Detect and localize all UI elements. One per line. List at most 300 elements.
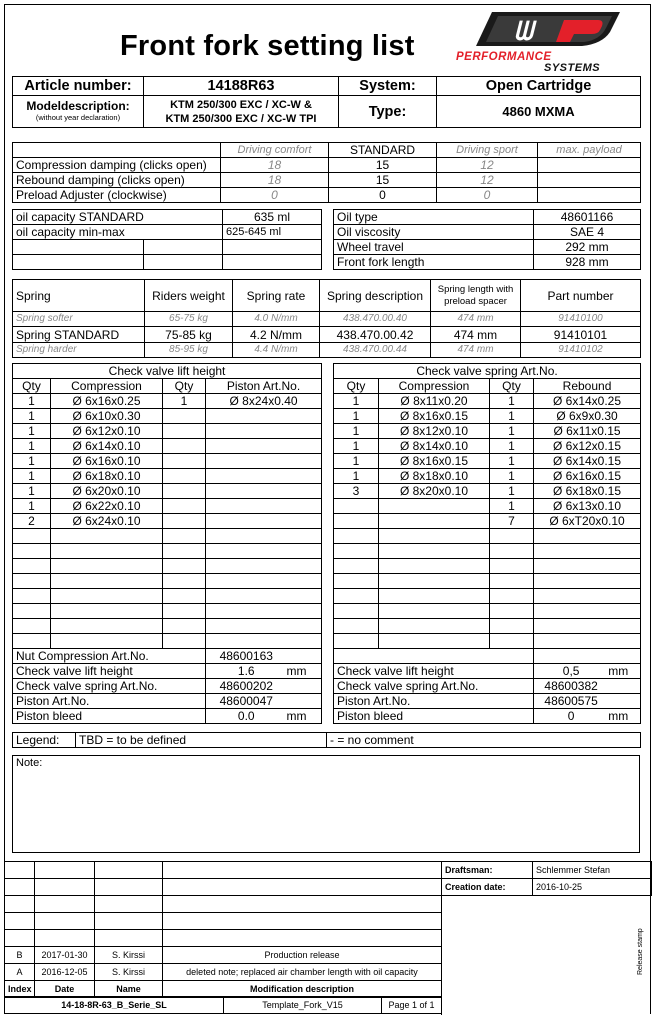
model-line-1: KTM 250/300 EXC / XC-W & [170,98,312,111]
cell: 474 mm [431,343,521,358]
oil-viscosity-value: SAE 4 [534,225,641,240]
value: 48600047 [219,694,273,708]
valve-cell: 1 [490,454,534,469]
valve-footer-row [334,649,641,664]
value: 0 [567,709,575,723]
valve-cell [379,619,490,634]
table-cell [35,930,95,947]
valve-cell [163,529,206,544]
svg-text:SYSTEMS: SYSTEMS [544,62,601,72]
valve-row [334,514,641,529]
valve-cell [334,589,379,604]
valve-cell [163,514,206,529]
draftsman-table [441,861,652,896]
valve-col-header: Compression [51,379,163,394]
valve-cell [206,589,322,604]
valve-cell: 1 [490,409,534,424]
valve-cell: Ø 6x16x0.10 [51,454,163,469]
legend-label: Legend: [13,733,76,748]
valve-footer-row [334,709,641,724]
rev-date: 2017-01-30 [35,947,95,964]
release-stamp-label: Release stamp [637,928,644,975]
revision-row-b [5,947,442,964]
cell: 4.4 N/mm [233,343,320,358]
model-sublabel: (without year declaration) [35,112,121,122]
valve-cell: 1 [13,424,51,439]
spring-description-header: Spring description [320,280,431,312]
valve-cell [490,574,534,589]
valve-cell [163,439,206,454]
valve-cell: Ø 6x14x0.25 [534,394,641,409]
valve-cell [379,589,490,604]
valve-cell [13,619,51,634]
valve-cell [490,619,534,634]
valve-footer-value [206,709,322,724]
valve-cell: 1 [13,469,51,484]
valve-cell [379,574,490,589]
valve-cell [206,529,322,544]
valve-cell [206,544,322,559]
valve-row [13,619,322,634]
wheel-travel-label: Wheel travel [334,240,534,255]
revision-row-a [5,964,442,981]
cell [538,188,641,203]
valve-cell [163,454,206,469]
valve-col-header: Qty [13,379,51,394]
valve-cell [51,559,163,574]
valve-cell [13,529,51,544]
valve-cell: Ø 8x12x0.10 [379,424,490,439]
rev-desc: Production release [163,947,442,964]
valve-cell [206,574,322,589]
valve-footer-label: Check valve spring Art.No. [13,679,206,694]
valve-footer-value [206,649,322,664]
valve-col-header: Qty [163,379,206,394]
valve-cell [163,469,206,484]
valve-cell: 1 [13,484,51,499]
valve-cell [334,544,379,559]
valve-footer-label: Piston bleed [13,709,206,724]
valve-cell: Ø 6x12x0.15 [534,439,641,454]
valve-row [13,529,322,544]
value: 48600202 [219,679,273,693]
valve-cell [379,514,490,529]
oil-viscosity-label: Oil viscosity [334,225,534,240]
valve-cell: 1 [334,454,379,469]
valve-cell [163,544,206,559]
rev-name: S. Kirssi [95,964,163,981]
valve-row [334,634,641,649]
note-label: Note: [16,757,43,769]
table-cell [95,913,163,930]
valve-footer-label [334,649,534,664]
draftsman-label: Draftsman: [442,862,533,879]
valve-cell [334,619,379,634]
valve-footer-row [13,679,322,694]
system-value: Open Cartridge [437,77,641,96]
valve-cell [534,529,641,544]
valve-cell: 1 [13,409,51,424]
table-cell [35,862,95,879]
valve-cell: Ø 6xT20x0.10 [534,514,641,529]
table-cell [95,896,163,913]
valve-row [13,634,322,649]
valve-cell [206,604,322,619]
col-standard: STANDARD [329,143,437,158]
valve-cell [13,559,51,574]
oil-minmax-value: 625-645 ml [223,225,322,240]
col-driving-comfort: Driving comfort [221,143,329,158]
valve-cell: Ø 8x11x0.20 [379,394,490,409]
valve-row [13,499,322,514]
valve-footer-row [13,694,322,709]
cell: Spring softer [13,312,145,327]
valve-cell [534,604,641,619]
valve-row [334,454,641,469]
valve-row [13,484,322,499]
oil-capacity-value: 635 ml [223,210,322,225]
valve-footer-label: Nut Compression Art.No. [13,649,206,664]
valve-row [334,499,641,514]
valve-footer-value [534,679,641,694]
valve-cell: 1 [334,439,379,454]
valve-row [334,574,641,589]
valve-cell: Ø 8x20x0.10 [379,484,490,499]
valve-cell: 1 [334,424,379,439]
spring-table [12,279,641,358]
valve-row [334,529,641,544]
valve-footer-row [334,664,641,679]
valve-cell [206,634,322,649]
cell: Spring STANDARD [13,327,145,343]
table-cell [95,930,163,947]
valve-row [334,604,641,619]
revision-table [4,861,442,998]
valve-cell [534,619,641,634]
valve-row [334,469,641,484]
valve-footer-value [534,709,641,724]
damping-row [13,173,641,188]
table-cell [5,896,35,913]
valve-footer-label: Piston bleed [334,709,534,724]
cell: 474 mm [431,312,521,327]
valve-row [13,454,322,469]
table-cell [35,913,95,930]
cell: 0 [437,188,538,203]
valve-cell [163,589,206,604]
valve-cell [13,574,51,589]
valve-cell: Ø 6x18x0.15 [534,484,641,499]
oil-left-table [12,209,322,270]
valve-cell [334,499,379,514]
cell: 18 [221,173,329,188]
rev-index: B [5,947,35,964]
valve-cell: Ø 8x24x0.40 [206,394,322,409]
cell: 85-95 kg [145,343,233,358]
valve-cell: Ø 6x11x0.15 [534,424,641,439]
valve-cell [51,544,163,559]
valve-title: Check valve lift height [13,364,322,379]
valve-cell: Ø 6x24x0.10 [51,514,163,529]
spring-length-header: Spring length with preload spacer [431,280,521,312]
rev-desc: deleted note; replaced air chamber length with oil capacity [163,964,442,981]
part-number-header: Part number [521,280,641,312]
valve-cell [334,514,379,529]
valve-row [13,544,322,559]
unit: mm [608,664,629,678]
valve-row [334,484,641,499]
valve-footer-row [334,694,641,709]
valve-cell [206,424,322,439]
cell: 15 [329,158,437,173]
table-cell [5,879,35,896]
fork-length-value: 928 mm [534,255,641,270]
oil-type-label: Oil type [334,210,534,225]
valve-row [13,604,322,619]
legend-dash: - = no comment [327,733,641,748]
unit: mm [608,709,629,723]
valve-cell [534,544,641,559]
page-title: Front fork setting list [120,30,415,62]
valve-cell: Ø 6x22x0.10 [51,499,163,514]
cell: 75-85 kg [145,327,233,343]
cell: 0 [329,188,437,203]
valve-cell: 3 [334,484,379,499]
spring-row-standard [13,327,641,343]
valve-cell: Ø 8x14x0.10 [379,439,490,454]
valve-cell [206,454,322,469]
valve-col-header: Piston Art.No. [206,379,322,394]
valve-cell [163,499,206,514]
valve-cell: Ø 8x18x0.10 [379,469,490,484]
valve-cell [13,544,51,559]
valve-cell: Ø 6x13x0.10 [534,499,641,514]
cell: 438.470.00.40 [320,312,431,327]
valve-cell [51,529,163,544]
unit: mm [286,664,307,678]
cell: Spring harder [13,343,145,358]
cell: 65-75 kg [145,312,233,327]
valve-footer-value [534,694,641,709]
table-cell [35,879,95,896]
cell: 4.0 N/mm [233,312,320,327]
valve-cell: 1 [13,499,51,514]
spring-header: Spring [13,280,145,312]
valve-cell [163,574,206,589]
valve-col-header: Compression [379,379,490,394]
spring-row-harder [13,343,641,358]
valve-cell [206,499,322,514]
wheel-travel-value: 292 mm [534,240,641,255]
valve-cell [379,559,490,574]
col-driving-sport: Driving sport [437,143,538,158]
valve-footer-value [534,649,641,664]
valve-cell: 1 [13,454,51,469]
valve-cell [534,589,641,604]
valve-cell [13,604,51,619]
valve-row [13,409,322,424]
valve-footer-value [206,694,322,709]
valve-cell: Ø 6x18x0.10 [51,469,163,484]
creation-date-label: Creation date: [442,879,533,896]
type-value: 4860 MXMA [437,96,641,128]
legend-table [12,732,641,748]
valve-cell: Ø 6x12x0.10 [51,424,163,439]
valve-cell: 2 [13,514,51,529]
valve-cell: Ø 6x9x0.30 [534,409,641,424]
rev-date: 2016-12-05 [35,964,95,981]
note-box[interactable] [12,755,640,853]
svg-text:PERFORMANCE: PERFORMANCE [456,51,552,63]
oil-type-value: 48601166 [534,210,641,225]
valve-cell [534,574,641,589]
riders-weight-header: Riders weight [145,280,233,312]
cell: 474 mm [431,327,521,343]
row-label: Compression damping (clicks open) [13,158,221,173]
valve-cell: 1 [490,424,534,439]
table-cell [95,862,163,879]
valve-row [13,394,322,409]
valve-cell [163,604,206,619]
date-header: Date [35,981,95,998]
cell: 91410102 [521,343,641,358]
valve-footer-row [13,709,322,724]
valve-cell [163,619,206,634]
valve-cell: 1 [13,394,51,409]
valve-cell [534,634,641,649]
col-max-payload: max. payload [538,143,641,158]
valve-cell [163,484,206,499]
row-label: Rebound damping (clicks open) [13,173,221,188]
model-label: Modeldescription: [26,98,130,113]
header-table [12,76,641,128]
template-name: Template_Fork_V15 [224,997,382,1014]
type-label: Type: [339,96,437,128]
valve-cell [490,529,534,544]
valve-cell [13,589,51,604]
valve-cell [163,409,206,424]
cell [538,173,641,188]
valve-footer-row [13,664,322,679]
valve-cell [51,589,163,604]
valve-cell [334,559,379,574]
desc-header: Modification description [163,981,442,998]
spring-rate-header: Spring rate [233,280,320,312]
row-label: Preload Adjuster (clockwise) [13,188,221,203]
valve-title: Check valve spring Art.No. [334,364,641,379]
legend-tbd: TBD = to be defined [76,733,327,748]
valve-footer-row [334,679,641,694]
valve-cell: 1 [334,394,379,409]
valve-cell [206,619,322,634]
valve-cell [163,559,206,574]
left-valve-table [12,363,322,724]
cell: 12 [437,158,538,173]
valve-cell [51,619,163,634]
valve-row [13,589,322,604]
table-cell [163,862,442,879]
cell: 12 [437,173,538,188]
value: 0.0 [237,709,255,723]
valve-cell: 1 [490,469,534,484]
damping-row [13,158,641,173]
cell: 438.470.00.42 [320,327,431,343]
valve-cell [206,409,322,424]
valve-row [13,514,322,529]
valve-cell [490,634,534,649]
valve-cell [163,424,206,439]
table-cell [5,930,35,947]
valve-col-header: Rebound [534,379,641,394]
valve-footer-row [13,649,322,664]
valve-cell [490,589,534,604]
value: 48600163 [219,649,273,663]
valve-cell [534,559,641,574]
article-value: 14188R63 [144,77,339,96]
cell [538,158,641,173]
valve-footer-label: Piston Art.No. [13,694,206,709]
cell: 91410101 [521,327,641,343]
damping-row [13,188,641,203]
valve-row [334,394,641,409]
table-cell [5,862,35,879]
value: 48600382 [544,679,598,693]
name-header: Name [95,981,163,998]
valve-footer-label: Check valve spring Art.No. [334,679,534,694]
valve-col-header: Qty [490,379,534,394]
valve-row [13,439,322,454]
table-cell [95,879,163,896]
cell: 15 [329,173,437,188]
model-line-2: KTM 250/300 EXC / XC-W TPI [165,112,317,125]
doc-id-table [4,996,442,1014]
valve-cell [379,499,490,514]
valve-cell [51,604,163,619]
valve-cell: Ø 6x10x0.30 [51,409,163,424]
valve-cell [206,484,322,499]
valve-cell: Ø 6x16x0.25 [51,394,163,409]
valve-cell [490,604,534,619]
value: 1.6 [237,664,255,678]
table-cell [163,930,442,947]
release-stamp-area [441,895,651,1015]
valve-cell [379,529,490,544]
valve-col-header: Qty [334,379,379,394]
valve-row [334,619,641,634]
valve-cell: 1 [334,409,379,424]
spring-row-softer [13,312,641,327]
damping-table [12,142,641,203]
valve-row [334,559,641,574]
table-cell [163,896,442,913]
valve-cell [379,544,490,559]
valve-cell: Ø 6x14x0.15 [534,454,641,469]
valve-row [334,409,641,424]
valve-cell: 1 [490,499,534,514]
cell: 91410100 [521,312,641,327]
valve-footer-label: Check valve lift height [13,664,206,679]
valve-row [334,424,641,439]
table-cell [163,913,442,930]
value: 48600575 [544,694,598,708]
fork-length-label: Front fork length [334,255,534,270]
oil-capacity-label: oil capacity STANDARD [13,210,223,225]
value: 0,5 [562,664,580,678]
valve-cell [379,634,490,649]
document-id: 14-18-8R-63_B_Serie_SL [5,997,224,1014]
valve-cell: Ø 6x20x0.10 [51,484,163,499]
valve-cell [206,514,322,529]
